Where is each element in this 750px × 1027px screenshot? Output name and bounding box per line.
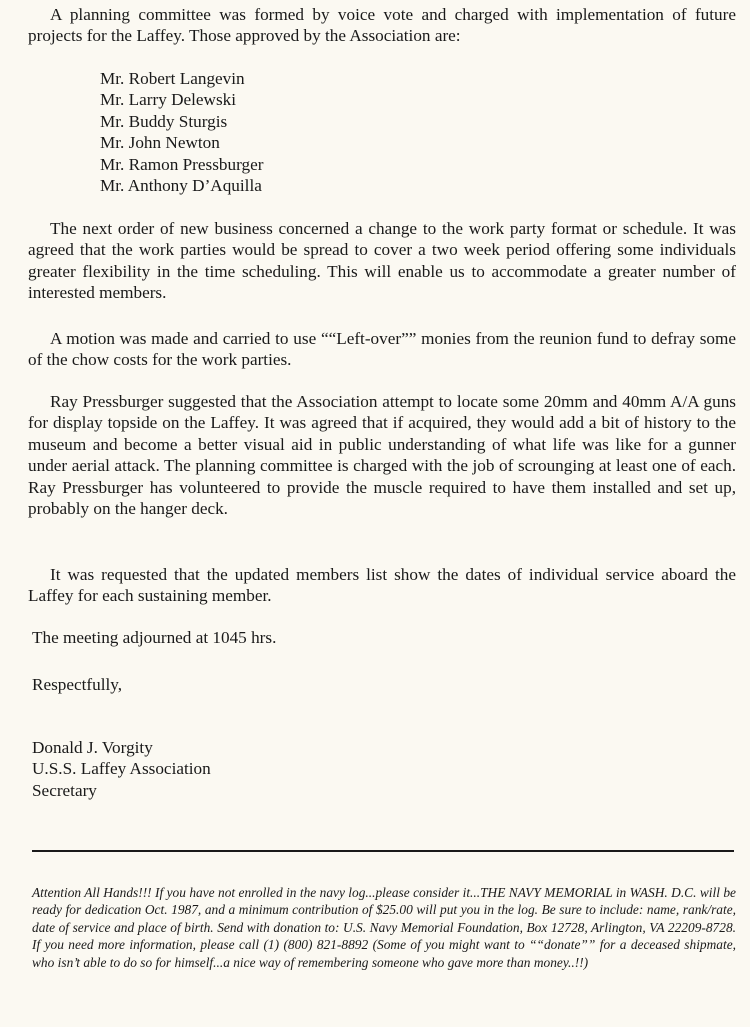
signature-organization: U.S.S. Laffey Association xyxy=(32,759,211,779)
members-list-paragraph: It was requested that the updated members list show the dates of individual service aboard the Laffey for each sustaining member. xyxy=(28,565,736,606)
work-party-paragraph: The next order of new business concerned a change to the work party format or schedule. It was agreed that the work parties would be spread to cover a two week period offering some individuals greater flexibility in the time scheduling. This will enable us to accommodate a greater number of interested members. xyxy=(28,219,736,303)
committee-member-list xyxy=(100,68,263,196)
closing-salutation: Respectfully, xyxy=(32,675,123,694)
committee-intro-paragraph: A planning committee was formed by voice vote and charged with implementation of future projects for the Laffey. Those approved by the Association are: xyxy=(28,5,736,46)
signature-block xyxy=(32,737,211,801)
list-item: Mr. John Newton xyxy=(100,133,220,153)
motion-paragraph: A motion was made and carried to use ““Left-over”” monies from the reunion fund to defray some of the chow costs for the work parties. xyxy=(28,329,736,370)
signature-title: Secretary xyxy=(32,780,97,800)
list-item: Mr. Buddy Sturgis xyxy=(100,111,228,131)
guns-paragraph: Ray Pressburger suggested that the Association attempt to locate some 20mm and 40mm A/A guns for display topside on the Laffey. It was agreed that if acquired, they would add a bit of history to the museum and become a better visual aid in public understanding of what life was like for a gunner under aerial attack. The planning committee is charged with the job of scrounging at least one of each. Ray Pressburger has volunteered to provide the muscle required to have them installed and set up, probably on the hanger deck. xyxy=(28,392,736,519)
list-item: Mr. Larry Delewski xyxy=(100,90,237,110)
list-item: Mr. Robert Langevin xyxy=(100,69,245,88)
navy-memorial-notice: Attention All Hands!!! If you have not enrolled in the navy log...please consider it...THE NAVY MEMORIAL in WASH. D.C. will be ready for dedication Oct. 1987, and a minimum contribution of $25.00 will put you in the log. Be sure to include: name, rank/rate, date of service and place of birth. Send with donation to: U.S. Navy Memorial Foundation, Box 12728, Arlington, VA 22209-8728. If you need more information, please call (1) (800) 821-8892 (Some of you might want to ““donate”” for a deceased shipmate, who isn’t able to do so for himself...a nice way of remembering someone who gave more than money..!!) xyxy=(32,885,736,970)
signature-name: Donald J. Vorgity xyxy=(32,738,153,757)
list-item: Mr. Ramon Pressburger xyxy=(100,154,264,174)
adjourned-paragraph: The meeting adjourned at 1045 hrs. xyxy=(32,628,277,647)
list-item: Mr. Anthony D’Aquilla xyxy=(100,176,262,196)
horizontal-divider xyxy=(32,850,734,852)
